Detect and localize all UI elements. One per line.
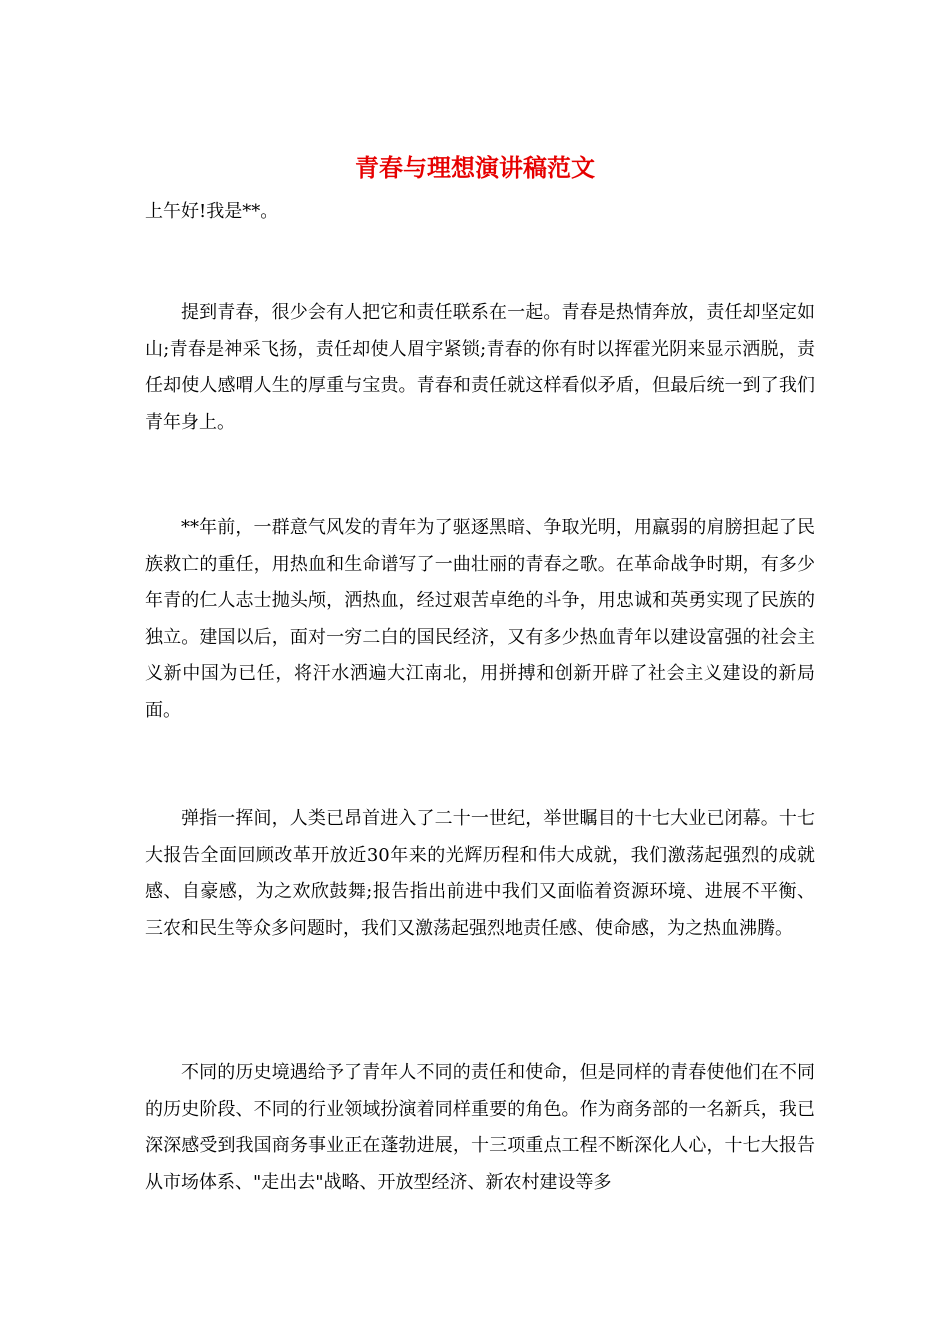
paragraph-3: 弹指一挥间，人类已昂首进入了二十一世纪，举世瞩目的十七大业已闭幕。十七大报告全面回顾改革开放近30年来的光辉历程和伟大成就，我们激荡起强烈的成就感、自豪感，为之欢欣鼓舞;报告指出前进中我们又面临着资源环境、进展不平衡、三农和民生等众多问题时，我们又激荡起强烈地责任感、使命感，为之热血沸腾。 — [145, 808, 815, 939]
document-title: 青春与理想演讲稿范文 — [355, 153, 595, 182]
greeting-line: 上午好!我是**。 — [145, 201, 279, 222]
paragraph-1: 提到青春，很少会有人把它和责任联系在一起。青春是热情奔放，责任却坚定如山;青春是神采飞扬，责任却使人眉宇紧锁;青春的你有时以挥霍光阴来显示洒脱，责任却使人感喟人生的厚重与宝贵。青春和责任就这样看似矛盾，但最后统一到了我们青年身上。 — [145, 302, 816, 433]
paragraph-2: **年前，一群意气风发的青年为了驱逐黑暗、争取光明，用羸弱的肩膀担起了民族救亡的重任，用热血和生命谱写了一曲壮丽的青春之歌。在革命战争时期，有多少年青的仁人志士抛头颅，洒热血，经过艰苦卓绝的斗争，用忠诚和英勇实现了民族的独立。建国以后，面对一穷二白的国民经济，又有多少热血青年以建设富强的社会主义新中国为已任，将汗水洒遍大江南北，用拼搏和创新开辟了社会主义建设的新局面。 — [145, 517, 815, 721]
paragraph-4: 不同的历史境遇给予了青年人不同的责任和使命，但是同样的青春使他们在不同的历史阶段、不同的行业领域扮演着同样重要的角色。作为商务部的一名新兵，我已深深感受到我国商务事业正在蓬勃进展，十三项重点工程不断深化人心，十七大报告从市场体系、"走出去"战略、开放型经济、新农村建设等多 — [145, 1062, 815, 1193]
